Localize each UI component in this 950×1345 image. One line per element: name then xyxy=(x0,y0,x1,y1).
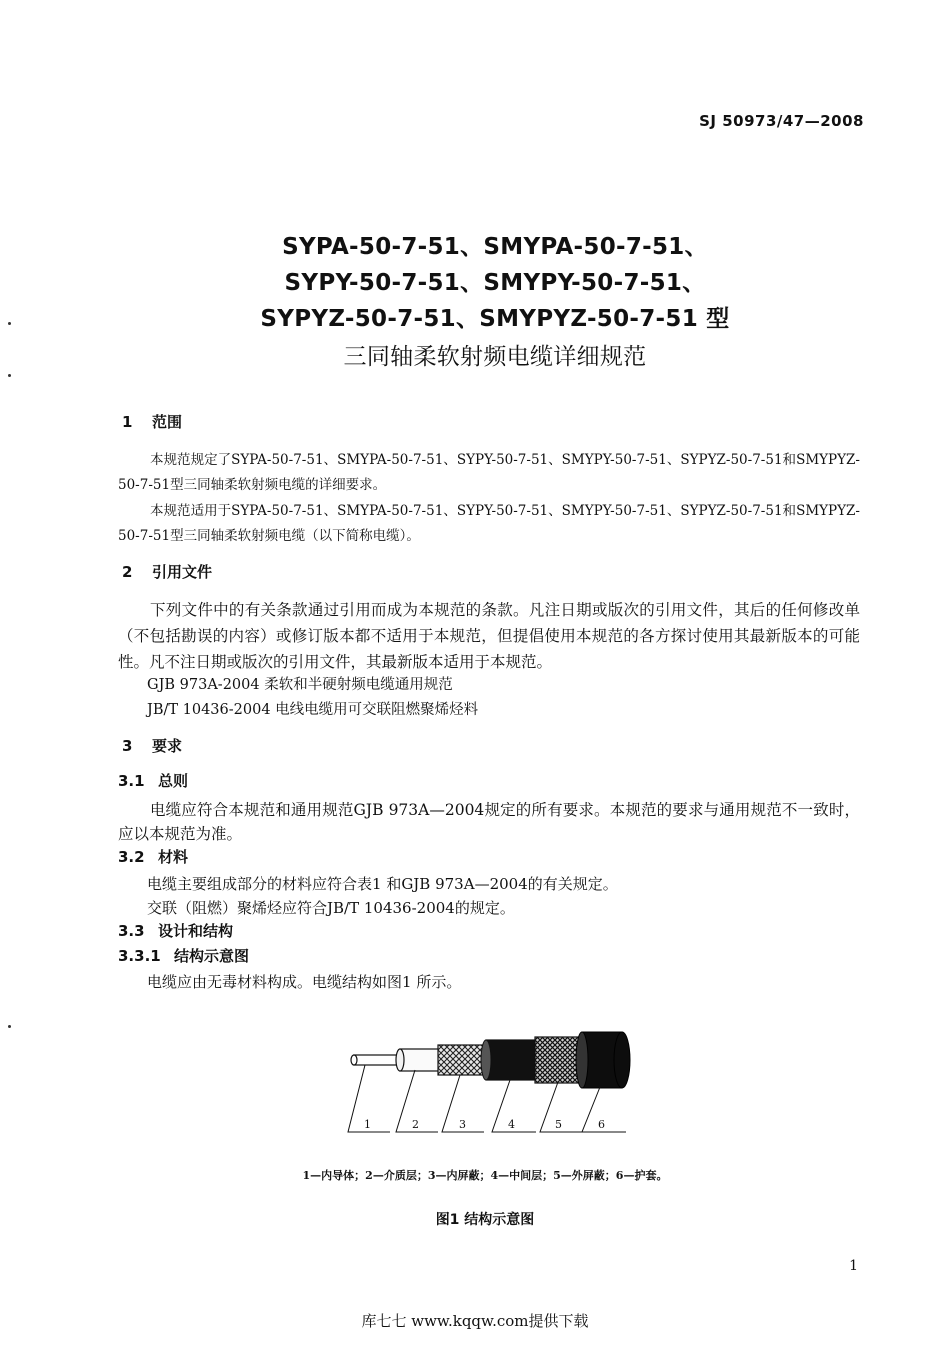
reference-jbt-10436: JB/T 10436-2004 电线电缆用可交联阻燃聚烯烃料 xyxy=(147,702,479,718)
section-number: 3.3 xyxy=(118,922,145,940)
section-number: 1 xyxy=(122,413,133,431)
figure-label-4: 4 xyxy=(508,1118,515,1131)
section-3-2-paragraph-2: 交联（阻燃）聚烯烃应符合JB/T 10436-2004的规定。 xyxy=(147,899,515,917)
section-2-heading xyxy=(122,561,212,582)
figure-caption: 图1 结构示意图 xyxy=(435,1212,535,1228)
download-footer: 库七七 www.kqqw.com提供下载 xyxy=(361,1312,589,1330)
section-3-2-paragraph-1: 电缆主要组成部分的材料应符合表1 和GJB 973A—2004的有关规定。 xyxy=(147,875,618,893)
middle-layer xyxy=(486,1040,538,1080)
figure-label-5: 5 xyxy=(555,1118,562,1131)
figure-legend: 1—内导体；2—介质层；3—内屏蔽；4—中间层；5—外屏蔽；6—护套。 xyxy=(302,1169,668,1182)
figure-label-6: 6 xyxy=(598,1118,605,1131)
section-number: 3.1 xyxy=(118,772,145,790)
section-3-1-heading xyxy=(118,770,188,791)
section-3-2-heading xyxy=(118,846,188,867)
title-line-1: SYPA-50-7-51、SMYPA-50-7-51、 xyxy=(282,234,708,260)
document-number: SJ 50973/47—2008 xyxy=(699,112,864,130)
section-title: 设计和结构 xyxy=(158,922,234,940)
figure-label-2: 2 xyxy=(412,1118,419,1131)
scan-speck xyxy=(8,374,11,377)
title-line-4: 三同轴柔软射频电缆详细规范 xyxy=(343,344,647,370)
section-title: 要求 xyxy=(152,737,183,755)
page-number: 1 xyxy=(849,1258,858,1274)
section-1-paragraph-1: 本规范规定了SYPA-50-7-51、SMYPA-50-7-51、SYPY-50-7-51、SMYPY-50-7-51、SYPYZ-50-7-51和SMYPYZ-50-7-51型三同轴柔软射频电缆的详细要求。 xyxy=(118,452,860,493)
title-line-2: SYPY-50-7-51、SMYPY-50-7-51、 xyxy=(284,270,706,296)
section-3-heading xyxy=(122,735,182,756)
section-title: 材料 xyxy=(158,848,189,866)
scan-speck xyxy=(8,322,11,325)
section-number: 3.3.1 xyxy=(118,947,161,965)
section-2-paragraph: 下列文件中的有关条款通过引用而成为本规范的条款。凡注日期或版次的引用文件，其后的任何修改单（不包括勘误的内容）或修订版本都不适用于本规范，但提倡使用本规范的各方探讨使用其最新版本的可能性。凡不注日期或版次的引用文件，其最新版本适用于本规范。 xyxy=(118,601,860,671)
title-line-3: SYPYZ-50-7-51、SMYPYZ-50-7-51 型 xyxy=(260,306,730,332)
section-3-3-1-heading xyxy=(118,945,249,966)
figure-label-3: 3 xyxy=(459,1118,466,1131)
section-1-heading xyxy=(122,411,182,432)
section-title: 引用文件 xyxy=(152,563,213,581)
reference-gjb-973a: GJB 973A-2004 柔软和半硬射频电缆通用规范 xyxy=(147,677,453,693)
figure-label-1: 1 xyxy=(364,1118,371,1131)
section-3-3-1-paragraph: 电缆应由无毒材料构成。电缆结构如图1 所示。 xyxy=(147,973,462,991)
section-3-3-heading xyxy=(118,920,233,941)
section-title: 总则 xyxy=(158,772,189,790)
cable-structure-diagram xyxy=(330,1020,650,1140)
section-number: 3.2 xyxy=(118,848,145,866)
section-number: 2 xyxy=(122,563,133,581)
dielectric-layer xyxy=(400,1049,440,1071)
section-number: 3 xyxy=(122,737,133,755)
section-title: 范围 xyxy=(152,413,183,431)
scan-speck xyxy=(8,1025,11,1028)
section-3-1-paragraph: 电缆应符合本规范和通用规范GJB 973A—2004规定的所有要求。本规范的要求与通用规范不一致时，应以本规范为准。 xyxy=(118,801,860,843)
section-1-paragraph-2: 本规范适用于SYPA-50-7-51、SMYPA-50-7-51、SYPY-50-7-51、SMYPY-50-7-51、SYPYZ-50-7-51和SMYPYZ-50-7-51型三同轴柔软射频电缆（以下简称电缆）。 xyxy=(118,503,860,544)
section-title: 结构示意图 xyxy=(174,947,250,965)
